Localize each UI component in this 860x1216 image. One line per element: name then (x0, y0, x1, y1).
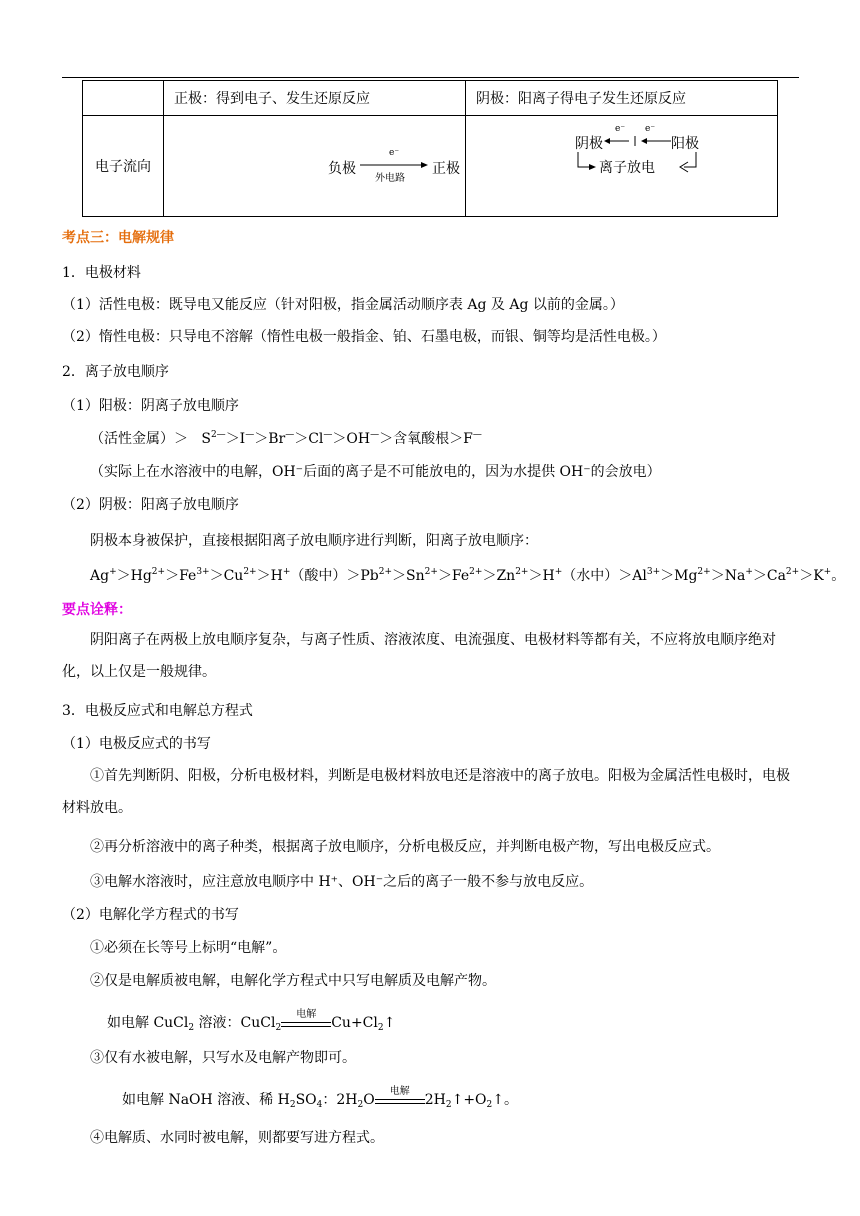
section-heading: 考点三：电解规律 (62, 230, 174, 246)
electrolytic-flow-diagram (466, 116, 777, 216)
left-arrow-icon (603, 136, 673, 146)
cation-order: $Ag^+>Hg^{2+}>Fe^{3+}>Cu^{2+}>H^+$（酸中）$>Pb^{2+}>Sn^{2+}>Fe^{2+}>Zn^{2+}>H^+$（水中）$>Al^{3+}>Mg^{2+}>Na^+>Ca^{2+}>K^+$。 (90, 567, 846, 584)
table-row (83, 116, 778, 217)
text-line: 阴极本身被保护，直接根据阳离子放电顺序进行判断，阳离子放电顺序： (90, 533, 538, 549)
text-paragraph: ①首先判断阴、阳极，分析电极材料，判断是电极材料放电还是溶液中的离子放电。阳极为金属活性电极时，电极材料放电。 (62, 768, 790, 816)
equation-cucl2: 如电解 CuCl$_2$ 溶液：CuCl$_2$ 电解 $Cu+Cl_2↑$ (107, 1009, 396, 1033)
ion-discharge-label: 离子放电 (599, 160, 655, 176)
table-cell (466, 116, 778, 217)
key-points-heading: 要点诠释： (62, 602, 132, 618)
electron-label: e⁻ (645, 124, 656, 134)
table-row (83, 81, 778, 116)
text-line: ③仅有水被电解，只写水及电解产物即可。 (90, 1050, 356, 1066)
text-line: （2）电解化学方程式的书写 (62, 907, 239, 923)
electron-flow-label: 电子流向 (83, 116, 164, 217)
table-cell (164, 81, 466, 116)
anode-label: 阳极 (671, 136, 699, 152)
cathode-label: 阴极 (575, 136, 603, 152)
negative-electrode-label: 负极 (328, 161, 356, 177)
text-line: （实际上在水溶液中的电解，OH⁻后面的离子是不可能放电的，因为水提供 OH⁻的会放电） (90, 464, 661, 480)
text-line: （1）阳极：阴离子放电顺序 (62, 398, 239, 414)
text-line: ④电解质、水同时被电解，则都要写进方程式。 (90, 1130, 384, 1146)
key-points-text: 阴阳离子在两极上放电顺序复杂，与离子性质、溶液浓度、电流强度、电极材料等都有关，不应将放电顺序绝对化，以上仅是一般规律。 (62, 632, 776, 680)
positive-electrode-text: 正极：得到电子、发生还原反应 (174, 91, 370, 107)
text-line: （1）活性电极：既导电又能反应（针对阳极，指金属活动顺序表 Ag 及 Ag 以前的金属。） (62, 297, 624, 313)
text-line: （2）惰性电极：只导电不溶解（惰性电极一般指金、铂、石墨电极，而银、铜等均是活性电极。） (62, 329, 666, 345)
external-circuit-label: 外电路 (375, 173, 405, 184)
section-heading: 1．电极材料 (62, 265, 141, 281)
section-heading: 2．离子放电顺序 (62, 364, 169, 380)
table-cell (83, 81, 164, 116)
anion-order-prefix: （活性金属）＞ (90, 431, 188, 447)
comparison-table (82, 80, 778, 217)
electron-label: e⁻ (615, 124, 626, 134)
equation-water: 如电解 NaOH 溶液、稀 $H_2SO_4$：$2H_2O$ 电解 $2H_2↑+O_2↑$。 (122, 1086, 519, 1110)
text-line: ②再分析溶液中的离子种类，根据离子放电顺序，分析电极反应，并判断电极产物，写出电极反应式。 (90, 839, 720, 855)
header-rule (62, 77, 799, 78)
text-line: ①必须在长等号上标明“电解”。 (90, 940, 287, 956)
text-line: （1）电极反应式的书写 (62, 736, 211, 752)
text-line: ③电解水溶液时，应注意放电顺序中 H⁺、OH⁻之后的离子一般不参与放电反应。 (90, 874, 594, 890)
table-cell (164, 116, 466, 217)
table-cell (466, 81, 778, 116)
text-line: （2）阴极：阳离子放电顺序 (62, 497, 239, 513)
cathode-text: 阴极：阳离子得电子发生还原反应 (476, 91, 686, 107)
electron-label: e⁻ (389, 148, 400, 158)
equals-electrolysis: 电解 (375, 1093, 425, 1107)
text-line: ②仅是电解质被电解，电解化学方程式中只写电解质及电解产物。 (90, 973, 496, 989)
section-heading: 3．电极反应式和电解总方程式 (62, 703, 253, 719)
positive-electrode-label: 正极 (432, 161, 460, 177)
anion-order: （活性金属）＞ $S^{2—}>I^—>Br^—>Cl^—>OH^—>$含氧酸根＞F— (90, 430, 482, 447)
galvanic-flow-diagram (164, 116, 465, 216)
equals-electrolysis: 电解 (281, 1016, 331, 1030)
